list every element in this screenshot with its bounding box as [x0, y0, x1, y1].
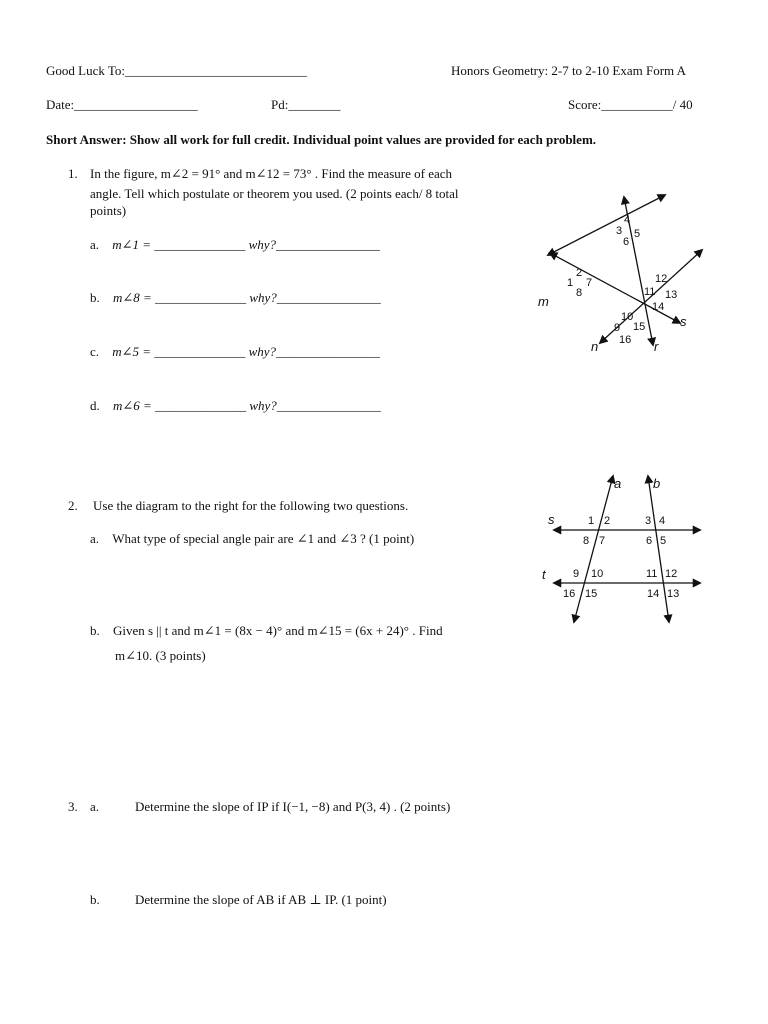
period-line — [271, 97, 340, 113]
answer-blank[interactable]: ______________ — [154, 237, 246, 252]
line-label-t: t — [542, 567, 546, 582]
line-label-r: r — [654, 339, 659, 354]
score-line — [568, 97, 693, 113]
angle-number-16: 16 — [563, 588, 576, 600]
angle-label: m∠1 = — [112, 237, 152, 252]
angle-number-9: 9 — [614, 322, 621, 334]
angle-label: m∠6 = — [113, 398, 152, 413]
name-blank[interactable]: ____________________________ — [125, 63, 308, 78]
answer-blank[interactable]: ______________ — [154, 344, 246, 359]
date-label: Date: — [46, 97, 75, 112]
q1-figure — [520, 185, 720, 360]
part-letter: b. — [90, 290, 100, 305]
why-blank[interactable]: ________________ — [276, 344, 381, 359]
angle-number-3: 3 — [616, 225, 623, 237]
q3a-letter: a. — [90, 799, 100, 814]
why-blank[interactable]: ________________ — [276, 237, 381, 252]
why-label: why? — [249, 398, 277, 413]
angle-number-5: 5 — [660, 535, 667, 547]
angle-number-1: 1 — [588, 515, 595, 527]
answer-blank[interactable]: ______________ — [155, 290, 247, 305]
angle-number-3: 3 — [645, 515, 652, 527]
angle-number-16: 16 — [619, 334, 632, 346]
why-label: why? — [249, 290, 277, 305]
angle-label: m∠8 = — [113, 290, 152, 305]
angle-number-2: 2 — [604, 515, 611, 527]
angle-number-15: 15 — [585, 588, 598, 600]
period-label: Pd: — [271, 97, 289, 112]
q3a-text: Determine the slope of IP if I(−1, −8) and P(3, 4) . (2 points) — [135, 799, 451, 814]
angle-number-14: 14 — [652, 301, 665, 313]
q3b-letter: b. — [90, 892, 100, 907]
q2b-line1: Given s || t and m∠1 = (8x − 4)° and m∠15 = (6x + 24)° . Find — [113, 623, 443, 638]
line-label-s: s — [548, 512, 555, 527]
q1-part-b — [90, 290, 381, 306]
angle-number-11: 11 — [646, 568, 658, 580]
angle-number-8: 8 — [576, 287, 583, 299]
date-blank[interactable]: ___________________ — [74, 97, 198, 112]
angle-number-11: 11 — [644, 286, 656, 298]
angle-number-7: 7 — [599, 535, 606, 547]
angle-number-4: 4 — [624, 214, 631, 226]
date-line — [46, 97, 198, 113]
angle-number-5: 5 — [634, 228, 641, 240]
angle-number-1: 1 — [567, 277, 574, 289]
period-blank[interactable]: ________ — [288, 97, 341, 112]
angle-number-6: 6 — [646, 535, 653, 547]
line-a — [574, 476, 613, 622]
q2-part-b — [90, 623, 443, 639]
angle-number-7: 7 — [586, 277, 593, 289]
angle-number-14: 14 — [647, 588, 660, 600]
angle-number-12: 12 — [665, 568, 678, 580]
q1-line1: In the figure, m∠2 = 91° and m∠12 = 73° . Find the measure of each — [90, 166, 453, 181]
q2a-text: What type of special angle pair are ∠1 and ∠3 ? (1 point) — [112, 531, 415, 546]
line-label-a: a — [614, 476, 622, 491]
part-letter: b. — [90, 623, 100, 638]
angle-number-10: 10 — [621, 311, 634, 323]
q2b-line2: m∠10. (3 points) — [115, 648, 206, 663]
answer-blank[interactable]: ______________ — [155, 398, 247, 413]
angle-number-10: 10 — [591, 568, 604, 580]
good-luck-label: Good Luck To: — [46, 63, 126, 78]
line-label-s: s — [680, 314, 687, 329]
part-letter: c. — [90, 344, 100, 359]
score-blank[interactable]: ___________ — [601, 97, 673, 112]
line-b — [648, 476, 669, 622]
why-blank[interactable]: ________________ — [276, 398, 381, 413]
angle-number-9: 9 — [573, 568, 580, 580]
q1-part-a — [90, 237, 380, 253]
q2-figure — [540, 462, 712, 634]
line-label-m: m — [538, 294, 549, 309]
why-label: why? — [248, 344, 277, 359]
angle-label: m∠5 = — [112, 344, 152, 359]
angle-number-13: 13 — [667, 588, 680, 600]
part-letter: a. — [90, 531, 100, 546]
good-luck-line — [46, 63, 307, 79]
angle-number-8: 8 — [583, 535, 590, 547]
part-letter: a. — [90, 237, 100, 252]
part-letter: d. — [90, 398, 100, 413]
q2-text: Use the diagram to the right for the following two questions. — [93, 498, 409, 513]
why-blank[interactable]: ________________ — [276, 290, 381, 305]
angle-number-12: 12 — [655, 273, 668, 285]
angle-number-6: 6 — [623, 236, 630, 248]
instructions: Short Answer: Show all work for full credit. Individual point values are provided for each problem. — [46, 132, 597, 147]
q3b-text: Determine the slope of AB if AB ⊥ IP. (1 point) — [135, 892, 387, 907]
q3-number: 3. — [68, 799, 78, 814]
score-total: / 40 — [672, 97, 693, 112]
line-m — [548, 195, 665, 255]
why-label: why? — [248, 237, 277, 252]
q1-part-d — [90, 398, 381, 414]
line-label-b: b — [653, 476, 661, 491]
score-label: Score: — [568, 97, 602, 112]
q1-number: 1. — [68, 166, 78, 181]
angle-number-4: 4 — [659, 515, 666, 527]
q1-line2: angle. Tell which postulate or theorem you used. (2 points each/ 8 total — [90, 186, 459, 201]
angle-number-15: 15 — [633, 321, 646, 333]
q2-number: 2. — [68, 498, 78, 513]
q2-part-a — [90, 531, 414, 547]
q1-line3: points) — [90, 203, 127, 218]
q1-part-c — [90, 344, 380, 360]
angle-number-2: 2 — [576, 267, 583, 279]
exam-title: Honors Geometry: 2-7 to 2-10 Exam Form A — [451, 63, 687, 78]
angle-number-13: 13 — [665, 289, 678, 301]
line-label-n: n — [591, 339, 599, 354]
